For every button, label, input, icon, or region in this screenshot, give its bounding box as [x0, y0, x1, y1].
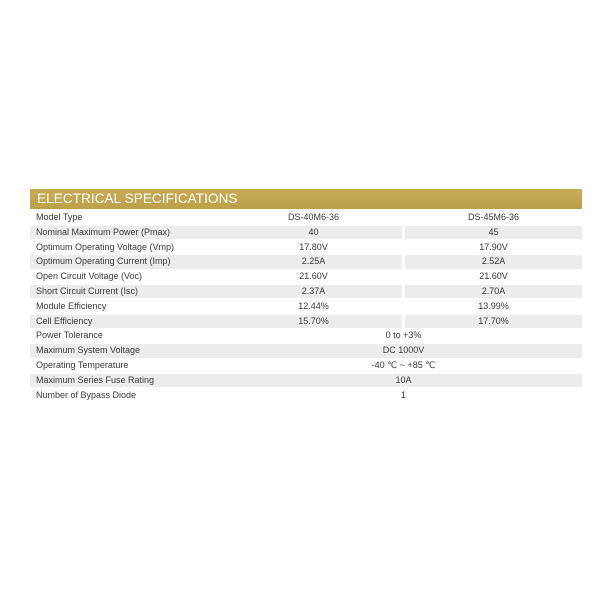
value-shared: 10A: [225, 374, 582, 388]
section-title: ELECTRICAL SPECIFICATIONS: [30, 189, 582, 209]
value-shared: DC 1000V: [225, 344, 582, 358]
value-model-1: 17.80V: [299, 241, 328, 252]
value-model-1: 2.25A: [225, 255, 402, 269]
row-label: Number of Bypass Diode: [36, 389, 137, 400]
spec-row: [30, 241, 582, 255]
value-model-1: 40: [225, 226, 402, 240]
value-model-2: 2.52A: [405, 255, 582, 269]
value-model-2: 13.99%: [478, 300, 509, 311]
row-label: Maximum Series Fuse Rating: [30, 374, 225, 388]
row-label: Operating Temperature: [36, 359, 129, 370]
electrical-specifications-table: [30, 189, 582, 403]
row-label: Maximum System Voltage: [30, 344, 225, 358]
value-model-2: 2.70A: [405, 285, 582, 299]
value-model-1: 12.44%: [298, 300, 329, 311]
row-label: Cell Efficiency: [30, 315, 225, 329]
spec-row: [30, 226, 582, 240]
value-model-1: 21.60V: [299, 271, 328, 282]
spec-row: [30, 359, 582, 373]
row-label: Optimum Operating Voltage (Vmp): [36, 241, 175, 252]
row-label: Model Type: [36, 212, 83, 222]
spec-row: [30, 315, 582, 329]
value-model-2: 17.70%: [405, 315, 582, 329]
row-label: Optimum Operating Current (Imp): [30, 255, 225, 269]
value-model-1: 15.70%: [225, 315, 402, 329]
row-label: Short Circuit Current (Isc): [30, 285, 225, 299]
value-shared: 0 to +3%: [385, 330, 422, 341]
value-model-2: 17.90V: [479, 241, 508, 252]
value-model-2: 21.60V: [479, 271, 508, 282]
row-label: Open Circuit Voltage (Voc): [36, 271, 143, 282]
value-shared: -40 ℃ ~ +85 ℃: [371, 359, 436, 370]
spec-row: [30, 374, 582, 388]
spec-row: [30, 300, 582, 314]
value-model-2: DS-45M6-36: [467, 212, 520, 222]
row-label: Power Tolerance: [36, 330, 103, 341]
spec-row: [30, 329, 582, 343]
row-label: Module Efficiency: [36, 300, 107, 311]
value-model-2: 45: [405, 226, 582, 240]
row-label: Nominal Maximum Power (Pmax): [30, 226, 225, 240]
value-model-1: 2.37A: [225, 285, 402, 299]
spec-row: [30, 344, 582, 358]
spec-row: [30, 285, 582, 299]
value-shared: 1: [400, 389, 406, 400]
spec-row: [30, 255, 582, 269]
value-model-1: DS-40M6-36: [287, 212, 340, 222]
spec-row: [30, 211, 582, 225]
spec-row: [30, 270, 582, 284]
spec-rows: [30, 211, 582, 402]
spec-row: [30, 389, 582, 403]
